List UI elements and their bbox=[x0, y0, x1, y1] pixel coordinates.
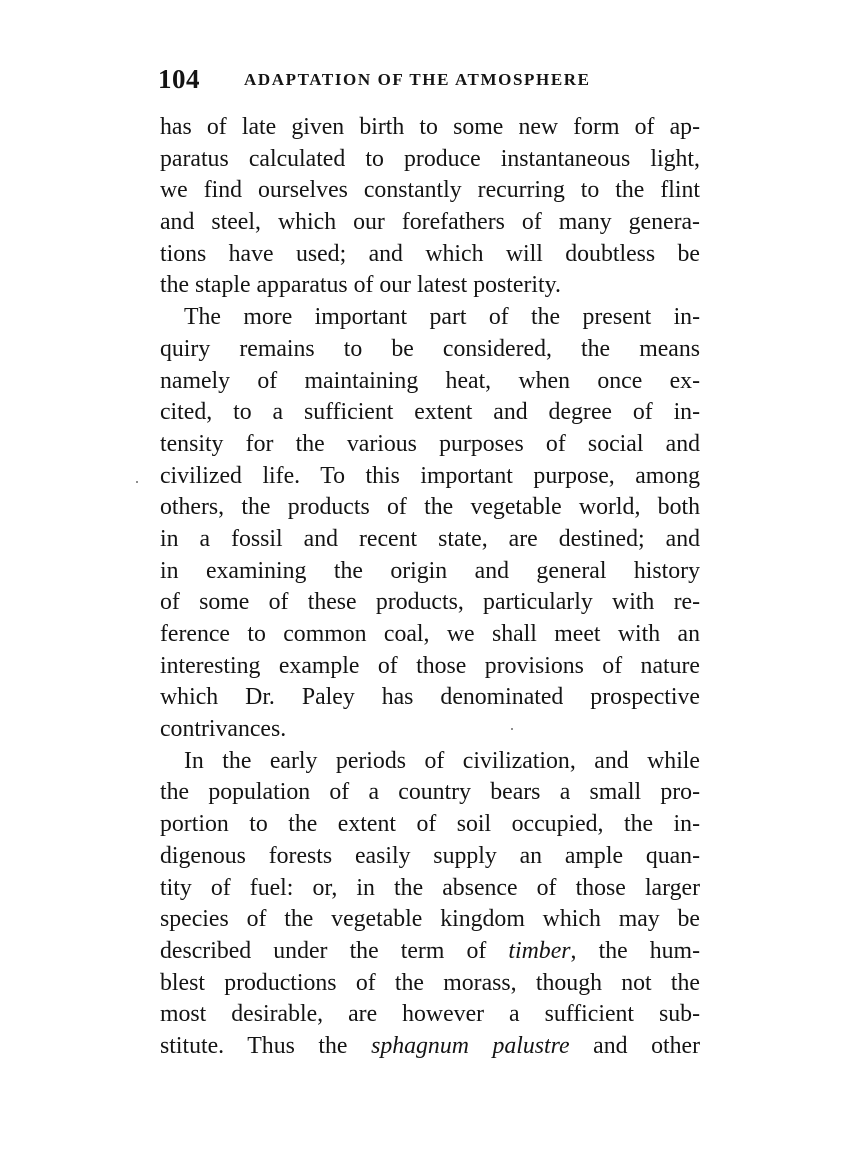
text-line bbox=[160, 936, 700, 968]
text-line: blest productions of the morass, though not the bbox=[160, 969, 700, 996]
text-line: the population of a country bears a small pro- bbox=[160, 779, 700, 806]
text-line: and steel, which our forefathers of many genera- bbox=[160, 209, 700, 236]
text-line: cited, to a sufficient extent and degree of in- bbox=[160, 399, 700, 426]
text-fragment: stitute. Thus the bbox=[160, 1032, 372, 1059]
text-line: In the early periods of civilization, and while bbox=[184, 747, 700, 774]
text-line: tensity for the various purposes of social and bbox=[160, 430, 700, 457]
body-text bbox=[160, 112, 700, 1063]
text-line bbox=[160, 1031, 700, 1063]
text-line: ference to common coal, we shall meet with an bbox=[160, 621, 700, 647]
text-line: most desirable, are however a sufficient sub- bbox=[160, 1001, 700, 1028]
text-line: species of the vegetable kingdom which may be bbox=[160, 906, 700, 933]
running-head-title: ADAPTATION OF THE ATMOSPHERE bbox=[244, 70, 591, 89]
text-line: tions have used; and which will doubtless be bbox=[160, 240, 700, 267]
text-line: has of late given birth to some new form of ap- bbox=[160, 114, 700, 140]
italic-term-sphagnum-palustre: sphagnum palustre bbox=[371, 1032, 570, 1059]
text-line: namely of maintaining heat, when once ex- bbox=[160, 367, 700, 394]
print-speck bbox=[511, 728, 513, 730]
page-number: 104 bbox=[158, 64, 200, 94]
text-line: interesting example of those provisions of nature bbox=[160, 652, 700, 679]
text-line: others, the products of the vegetable world, both bbox=[160, 494, 700, 521]
text-line: contrivances. bbox=[160, 716, 287, 743]
text-line: tity of fuel: or, in the absence of those larger bbox=[160, 874, 700, 901]
text-line: in examining the origin and general history bbox=[160, 557, 700, 584]
text-line: paratus calculated to produce instantaneous light, bbox=[160, 145, 700, 172]
text-line: the staple apparatus of our latest posterity. bbox=[160, 272, 561, 299]
italic-term-timber: timber bbox=[508, 937, 571, 964]
text-fragment: described under the term of bbox=[160, 937, 509, 964]
text-fragment: , the hum- bbox=[570, 937, 700, 964]
text-fragment: and other bbox=[569, 1032, 701, 1059]
text-line: we find ourselves constantly recurring to the flint bbox=[160, 177, 700, 204]
paragraph-2 bbox=[160, 302, 700, 746]
text-line: in a fossil and recent state, are destined; and bbox=[160, 525, 700, 552]
text-line: The more important part of the present in- bbox=[184, 304, 700, 331]
text-line: quiry remains to be considered, the means bbox=[160, 335, 700, 362]
running-head bbox=[158, 64, 703, 100]
paragraph-3 bbox=[160, 746, 700, 1063]
paragraph-1 bbox=[160, 112, 700, 302]
print-speck bbox=[136, 481, 138, 483]
text-line: digenous forests easily supply an ample quan- bbox=[160, 842, 700, 869]
text-line: of some of these products, particularly with re- bbox=[160, 589, 700, 616]
text-line: which Dr. Paley has denominated prospective bbox=[160, 684, 700, 711]
text-line: civilized life. To this important purpose, among bbox=[160, 462, 700, 489]
text-line: portion to the extent of soil occupied, the in- bbox=[160, 811, 700, 838]
